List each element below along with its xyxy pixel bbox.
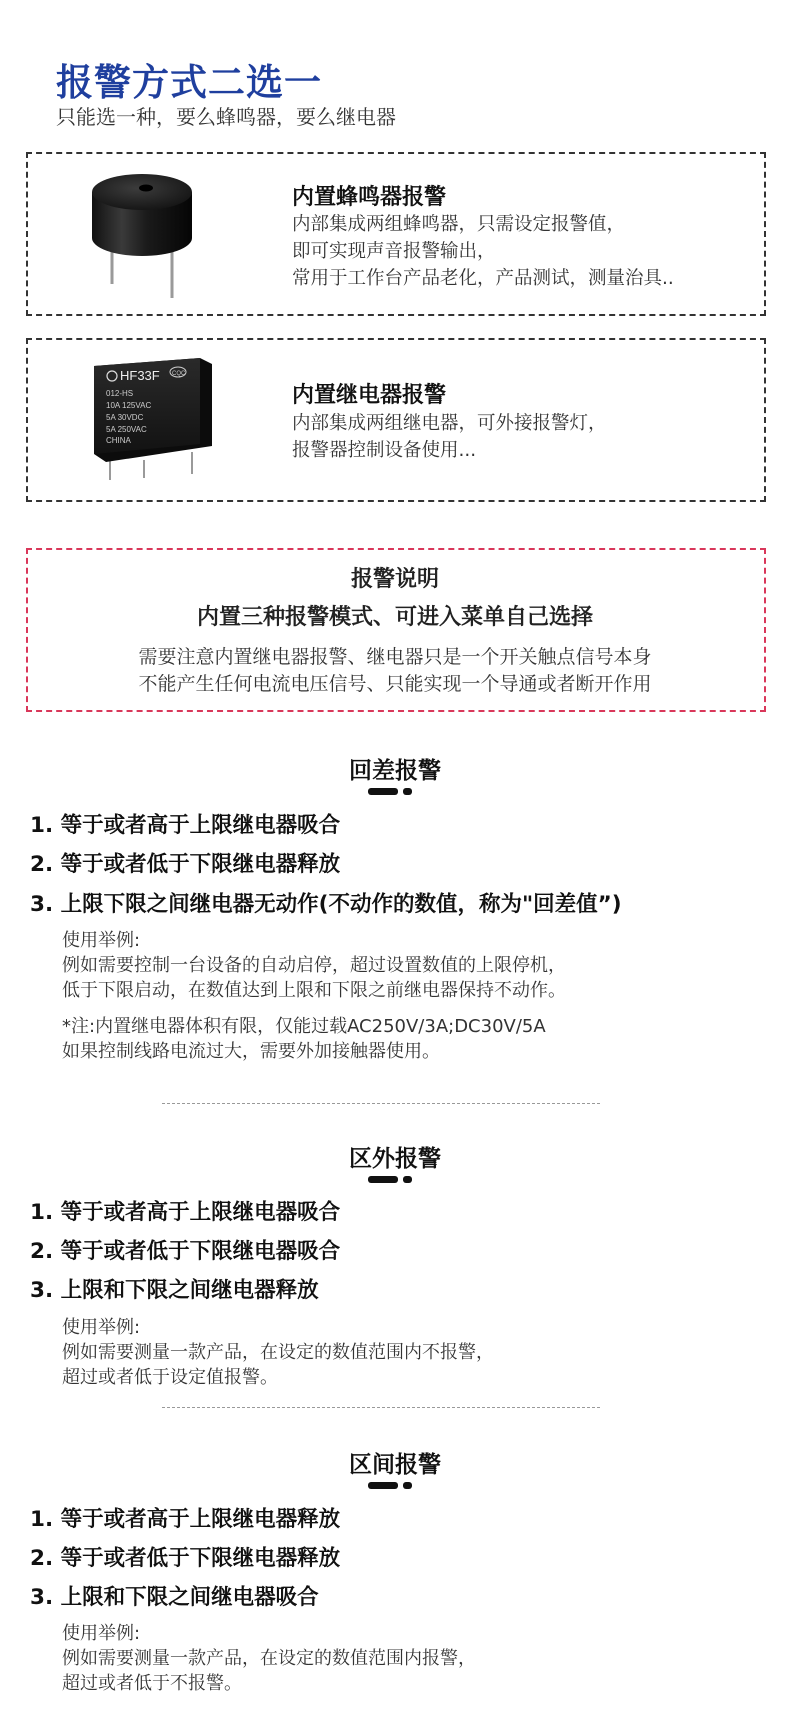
- section-separator: [162, 1407, 600, 1408]
- buzzer-card-title: 内置蜂鸣器报警: [292, 185, 447, 210]
- example-label: 使用举例:: [62, 1317, 141, 1338]
- rule-item: 1. 等于或者高于上限继电器吸合: [30, 1200, 341, 1225]
- relay-card-line: 报警器控制设备使用...: [292, 440, 477, 461]
- page-title: 报警方式二选一: [56, 61, 322, 104]
- section-divider-ornament: [368, 1176, 412, 1183]
- example-line: 低于下限启动，在数值达到上限和下限之前继电器保持不动作。: [62, 980, 566, 1001]
- note-line: *注:内置继电器体积有限，仅能过载AC250V/3A;DC30V/5A: [62, 1016, 546, 1037]
- rule-item: 2. 等于或者低于下限继电器释放: [30, 1546, 341, 1571]
- example-line: 例如需要测量一款产品，在设定的数值范围内不报警，: [62, 1342, 494, 1363]
- example-label: 使用举例:: [62, 1623, 141, 1644]
- alarm-note-line: 需要注意内置继电器报警、继电器只是一个开关触点信号本身: [138, 646, 652, 668]
- section-separator: [162, 1103, 600, 1104]
- section-divider-ornament: [368, 788, 412, 795]
- example-line: 超过或者低于设定值报警。: [62, 1367, 278, 1388]
- section-divider-ornament: [368, 1482, 412, 1489]
- rule-item: 2. 等于或者低于下限继电器吸合: [30, 1239, 341, 1264]
- buzzer-card-line: 即可实现声音报警输出，: [292, 241, 496, 262]
- example-line: 超过或者低于不报警。: [62, 1673, 242, 1694]
- rule-item: 1. 等于或者高于上限继电器释放: [30, 1507, 341, 1532]
- buzzer-image: [88, 166, 198, 306]
- relay-image: [88, 350, 218, 490]
- relay-origin-text: CHINA: [106, 436, 131, 445]
- section-title-in-range: 区间报警: [349, 1452, 441, 1478]
- rule-item: 1. 等于或者高于上限继电器吸合: [30, 813, 341, 838]
- rule-item: 3. 上限和下限之间继电器释放: [30, 1278, 319, 1303]
- buzzer-card-line: 常用于工作台产品老化，产品测试，测量治具..: [292, 268, 674, 289]
- page-subtitle: 只能选一种，要么蜂鸣器，要么继电器: [56, 105, 396, 129]
- relay-spec-text: 5A 250VAC: [106, 425, 147, 434]
- rule-item: 3. 上限和下限之间继电器吸合: [30, 1585, 319, 1610]
- relay-code-text: 012-HS: [106, 389, 134, 398]
- relay-card-title: 内置继电器报警: [292, 383, 447, 408]
- note-line: 如果控制线路电流过大，需要外加接触器使用。: [62, 1041, 440, 1062]
- example-line: 例如需要测量一款产品，在设定的数值范围内报警，: [62, 1648, 476, 1669]
- relay-model-text: HF33F: [120, 368, 160, 383]
- example-line: 例如需要控制一台设备的自动启停，超过设置数值的上限停机，: [62, 955, 566, 976]
- relay-spec-text: 5A 30VDC: [106, 413, 144, 422]
- rule-item: 3. 上限下限之间继电器无动作(不动作的数值，称为"回差值”): [30, 892, 622, 917]
- alarm-note-title: 报警说明: [350, 567, 439, 592]
- alarm-note-line: 不能产生任何电流电压信号、只能实现一个导通或者断开作用: [138, 673, 652, 695]
- relay-cert-text: CQC: [172, 371, 186, 377]
- section-title-out-of-range: 区外报警: [349, 1146, 441, 1172]
- rule-item: 2. 等于或者低于下限继电器释放: [30, 852, 341, 877]
- relay-spec-text: 10A 125VAC: [106, 401, 152, 410]
- example-label: 使用举例:: [62, 930, 141, 951]
- buzzer-card-line: 内部集成两组蜂鸣器，只需设定报警值，: [292, 214, 626, 235]
- relay-card-line: 内部集成两组继电器，可外接报警灯，: [292, 413, 607, 434]
- alarm-note-subtitle: 内置三种报警模式、可进入菜单自己选择: [196, 605, 593, 630]
- section-title-hysteresis: 回差报警: [349, 758, 441, 784]
